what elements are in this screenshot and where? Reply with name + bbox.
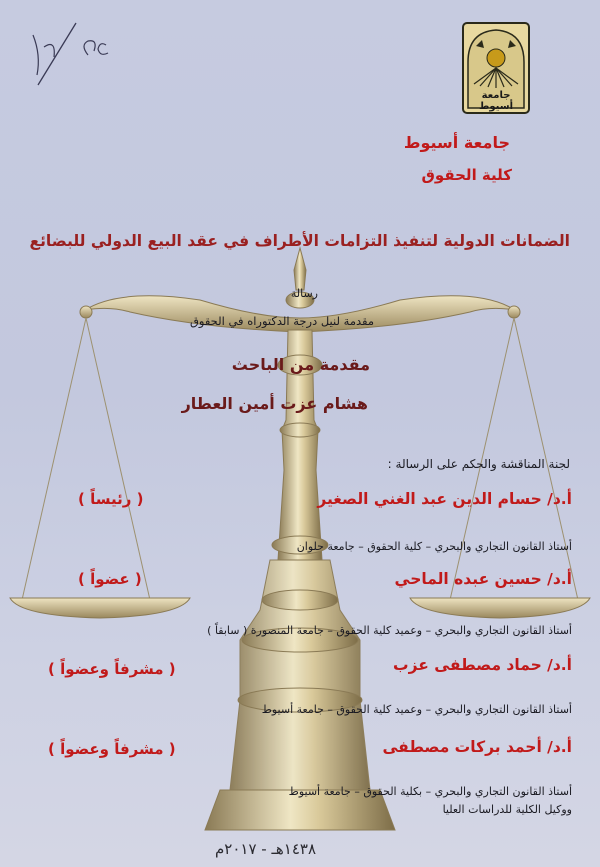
member-name: أ.د/ حسام الدين عبد الغني الصغير [317, 490, 572, 508]
handwritten-annotation [18, 15, 138, 115]
assiut-university-logo [462, 22, 530, 114]
member-affiliation: أستاذ القانون التجاري والبحري – وعميد كلية الحقوق – جامعة المنصورة ( سابقاً ) [207, 624, 572, 637]
member-affiliation: أستاذ القانون التجاري والبحري – وعميد كلية الحقوق – جامعة أسيوط [261, 703, 572, 716]
member-name: أ.د/ حسين عبده الماحي [394, 570, 572, 588]
member-affiliation-line2: ووكيل الكلية للدراسات العليا [442, 803, 572, 816]
degree-line: مقدمة لنيل درجة الدكتوراه في الحقوق [190, 314, 374, 328]
member-name: أ.د/ حماد مصطفى عزب [393, 656, 572, 674]
member-role: ( مشرفاً وعضواً ) [48, 740, 176, 758]
university-name: جامعة أسيوط [403, 133, 510, 152]
member-affiliation: أستاذ القانون التجاري والبحري – كلية الحقوق – جامعة حلوان [296, 540, 572, 553]
member-role: ( مشرفاً وعضواً ) [48, 660, 176, 678]
logo-text-line1: جامعة [481, 90, 511, 101]
logo-text-line2: أسيوط [479, 101, 513, 112]
presented-by: مقدمة من الباحث [231, 355, 370, 374]
member-role: ( عضواً ) [78, 570, 142, 588]
member-name: أ.د/ أحمد بركات مصطفى [382, 738, 572, 756]
member-affiliation: أستاذ القانون التجاري والبحري – بكلية الحقوق – جامعة أسيوط [288, 785, 572, 798]
thesis-label: رسالة [290, 287, 318, 300]
faculty-name: كلية الحقوق [421, 166, 512, 184]
publication-year: ١٤٣٨هـ - ٢٠١٧م [215, 840, 317, 858]
committee-label: لجنة المناقشة والحكم على الرسالة : [387, 457, 570, 471]
thesis-title: الضمانات الدولية لتنفيذ التزامات الأطراف في عقد البيع الدولي للبضائع [29, 232, 570, 250]
researcher-name: هشام عزت أمين العطار [181, 394, 368, 413]
member-role: ( رئيساً ) [78, 490, 144, 508]
